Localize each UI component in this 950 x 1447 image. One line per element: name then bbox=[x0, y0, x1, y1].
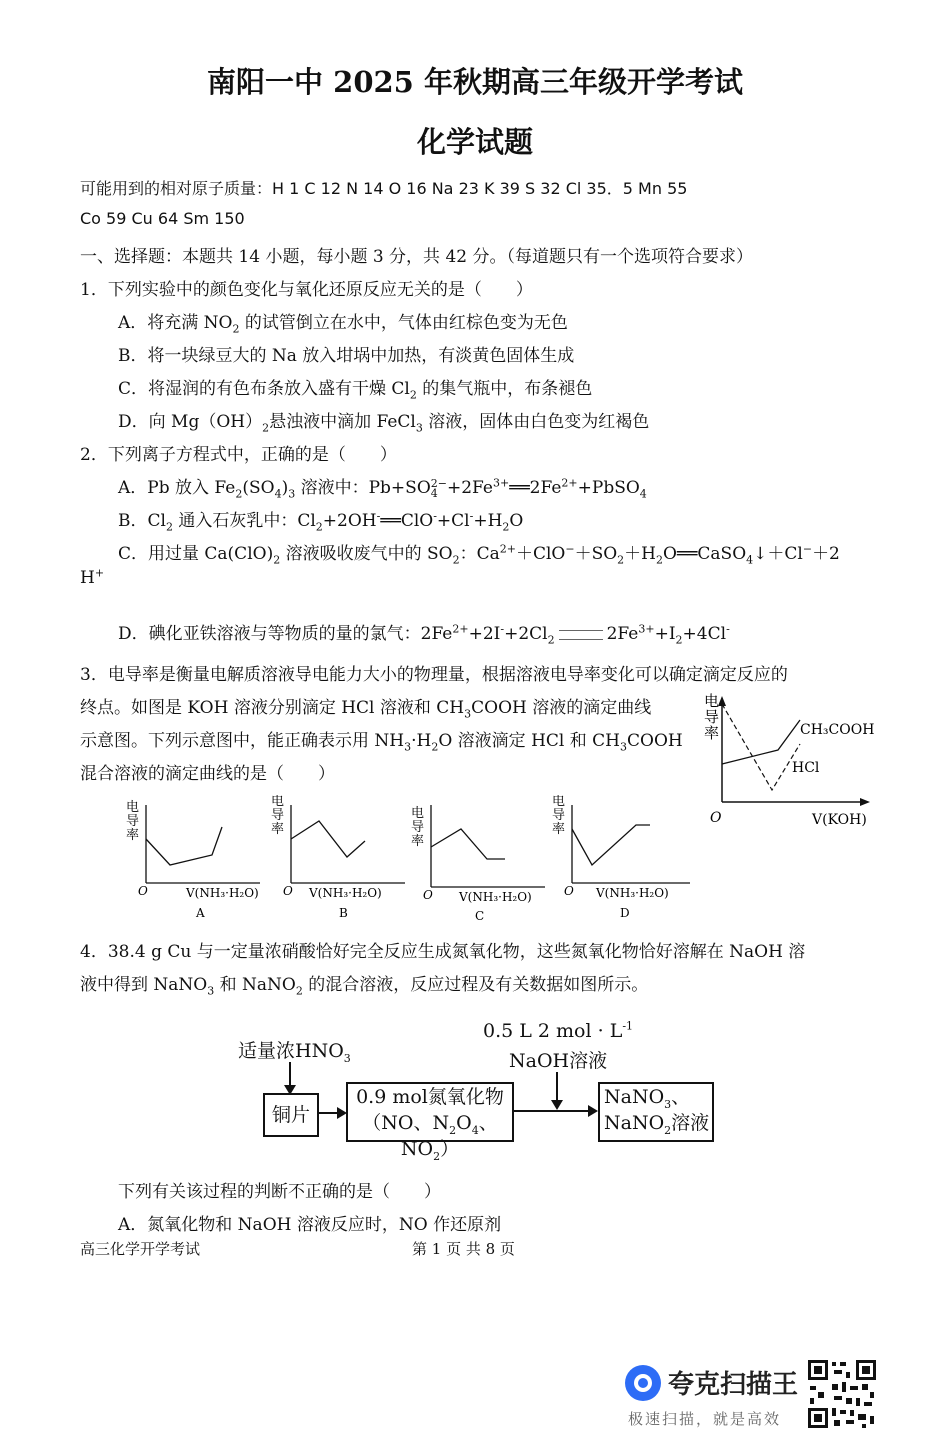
q1-option-d: D．向 $Mg(OH)_2$悬浊液中滴加 FeCl$_3$ 溶液，固体由白色变为红褐色 bbox=[118, 412, 650, 435]
q3-option-charts bbox=[120, 795, 700, 925]
q4-question: 下列有关该过程的判断不正确的是（ ） bbox=[118, 1182, 441, 1202]
svg-text:率: 率 bbox=[411, 834, 425, 849]
q1-option-a: A．将充满 $NO_2$ 的试管倒立在水中，气体由红棕色变为无色 bbox=[118, 313, 568, 336]
svg-text:电: 电 bbox=[411, 806, 425, 821]
svg-text:O: O bbox=[423, 888, 433, 902]
qr-code-icon bbox=[806, 1358, 878, 1430]
option-b-curve bbox=[291, 821, 365, 857]
ref-hcl-line bbox=[722, 704, 800, 790]
option-a-letter: A bbox=[196, 906, 205, 920]
ref-hcl-label: HCl bbox=[792, 760, 820, 776]
option-b-letter: B bbox=[339, 906, 348, 920]
ref-ylabel-3: 率 bbox=[704, 724, 720, 742]
box-nitrogen-oxides: 0.9 mol氮氧化物 （NO、$N_2O_4$、$NO_2$） bbox=[346, 1082, 514, 1142]
svg-text:O: O bbox=[138, 884, 148, 898]
svg-text:V(NH₃·H₂O): V(NH₃·H₂O) bbox=[459, 890, 532, 904]
atomic-masses-line2: Co 59 Cu 64 Sm 150 bbox=[80, 209, 245, 228]
q1-option-c: C．将湿润的有色布条放入盛有干燥 $Cl_2$ 的集气瓶中，布条褪色 bbox=[118, 379, 593, 402]
svg-text:V(NH₃·H₂O): V(NH₃·H₂O) bbox=[186, 886, 259, 900]
option-c-letter: C bbox=[475, 909, 485, 923]
q4-line2: 液中得到 NaNO$_3$ 和 NaNO$_2$ 的混合溶液，反应过程及有关数据如图所示。 bbox=[80, 975, 649, 998]
q2-option-b: B．$Cl_2$ 通入石灰乳中：$Cl_2+2OH^-══ClO^-+Cl^-+H_2O$ bbox=[118, 509, 524, 534]
box-copper: 铜片 bbox=[263, 1093, 319, 1137]
box-products: NaNO$_3$、 NaNO$_2$溶液 bbox=[598, 1082, 714, 1142]
option-chart-d bbox=[552, 795, 690, 920]
arrowhead-naoh bbox=[551, 1100, 563, 1110]
reagent-naoh-amount: 0.5 L 2 mol · $L^{-1}$ bbox=[483, 1019, 634, 1042]
q3-line2: 终点。如图是 KOH 溶液分别滴定 HCl 溶液和 $CH_3COOH$ 溶液的滴定曲线 bbox=[80, 698, 652, 721]
svg-text:电: 电 bbox=[126, 800, 140, 815]
q1-stem: 1．下列实验中的颜色变化与氧化还原反应无关的是（ ） bbox=[80, 280, 533, 300]
reagent-naoh: NaOH溶液 bbox=[509, 1050, 608, 1072]
svg-text:电: 电 bbox=[271, 795, 285, 809]
page-subtitle: 化学试题 bbox=[416, 125, 533, 159]
atomic-masses-line1: 可能用到的相对原子质量：H 1 C 12 N 14 O 16 Na 23 K 39 S 32 Cl 35．5 Mn 55 bbox=[80, 179, 688, 198]
footer-page: 第 1 页 共 8 页 bbox=[412, 1240, 515, 1258]
svg-text:V(NH₃·H₂O): V(NH₃·H₂O) bbox=[596, 886, 669, 900]
option-a-curve bbox=[146, 827, 222, 865]
q3-line3: 示意图。下列示意图中，能正确表示用 $NH_3\cdot H_2O$ 溶液滴定 HCl 和 $CH_3COOH$ bbox=[80, 731, 683, 754]
svg-text:率: 率 bbox=[552, 822, 566, 837]
svg-text:率: 率 bbox=[271, 822, 285, 837]
option-chart-b bbox=[271, 795, 405, 920]
q2-stem: 2．下列离子方程式中，正确的是（ ） bbox=[80, 445, 397, 465]
svg-text:电: 电 bbox=[552, 795, 566, 809]
svg-text:导: 导 bbox=[411, 820, 425, 835]
equation-sign bbox=[559, 630, 603, 640]
svg-text:导: 导 bbox=[126, 814, 140, 829]
page-title: 南阳一中 2025 年秋期高三年级开学考试 bbox=[207, 65, 743, 99]
footer-left: 高三化学开学考试 bbox=[80, 1240, 201, 1258]
section-heading: 一、选择题：本题共 14 小题，每小题 3 分，共 42 分。（每道题只有一个选项符合要求） bbox=[80, 247, 754, 267]
arrow-nox-to-product bbox=[512, 1110, 592, 1112]
ref-xlabel: V(KOH) bbox=[812, 812, 867, 828]
option-d-curve bbox=[572, 825, 650, 865]
watermark-slogan: 极速扫描，就是高效 bbox=[628, 1410, 782, 1428]
q4-line1: 4．38.4 g Cu 与一定量浓硝酸恰好完全反应生成氮氧化物，这些氮氧化物恰好溶解在 NaOH 溶 bbox=[80, 942, 806, 962]
arrowhead-product bbox=[588, 1105, 598, 1117]
q4-option-a: A．氮氧化物和 NaOH 溶液反应时，NO 作还原剂 bbox=[118, 1215, 502, 1235]
option-chart-a bbox=[126, 799, 260, 920]
quark-logo-icon bbox=[622, 1362, 664, 1404]
q2-option-c-wrap: H+ bbox=[80, 566, 105, 588]
q2-option-a: A．Pb 放入 $Fe_2(SO_4)_3$ 溶液中：Pb+SO 2− 4 $+2Fe^{3+}══2Fe^{2+}+PbSO_4$ bbox=[118, 476, 647, 501]
ref-ylabel-2: 导 bbox=[704, 708, 720, 726]
q3-line4: 混合溶液的滴定曲线的是（ ） bbox=[80, 764, 335, 784]
ref-ylabel-1: 电 bbox=[704, 692, 720, 710]
option-d-letter: D bbox=[620, 906, 630, 920]
svg-text:导: 导 bbox=[271, 808, 285, 823]
q1-option-b: B．将一块绿豆大的 Na 放入坩埚中加热，有淡黄色固体生成 bbox=[118, 346, 575, 366]
q3-reference-chart bbox=[700, 690, 880, 830]
svg-text:导: 导 bbox=[552, 808, 566, 823]
reagent-hno3: 适量浓$HNO_3$ bbox=[238, 1040, 351, 1065]
option-c-curve bbox=[431, 829, 505, 859]
svg-text:率: 率 bbox=[126, 828, 140, 843]
svg-text:O: O bbox=[564, 884, 574, 898]
ref-ch3cooh-label: CH₃COOH bbox=[800, 722, 875, 738]
watermark-brand: 夸克扫描王 bbox=[668, 1370, 799, 1400]
svg-text:O: O bbox=[283, 884, 293, 898]
q2-option-c: C．用过量 $Ca(ClO)_2$ 溶液吸收废气中的 $SO_2$：$Ca^{2+}+ClO^-+SO_2+H_2O══CaSO_4↓+Cl^-+2$ bbox=[118, 542, 840, 567]
q3-line1: 3．电导率是衡量电解质溶液导电能力大小的物理量，根据溶液电导率变化可以确定滴定反应的 bbox=[80, 665, 788, 685]
svg-text:V(NH₃·H₂O): V(NH₃·H₂O) bbox=[309, 886, 382, 900]
ref-ch3cooh-line bbox=[722, 720, 800, 764]
q2-option-d: D．碘化亚铁溶液与等物质的量的氯气：$2Fe^{2+}+2I^-+2Cl_2$ $2Fe^{3+}+I_2+4Cl^-$ bbox=[118, 622, 730, 647]
ref-origin: O bbox=[710, 810, 722, 826]
ref-x-arrow bbox=[860, 798, 870, 806]
option-chart-c bbox=[411, 805, 545, 923]
